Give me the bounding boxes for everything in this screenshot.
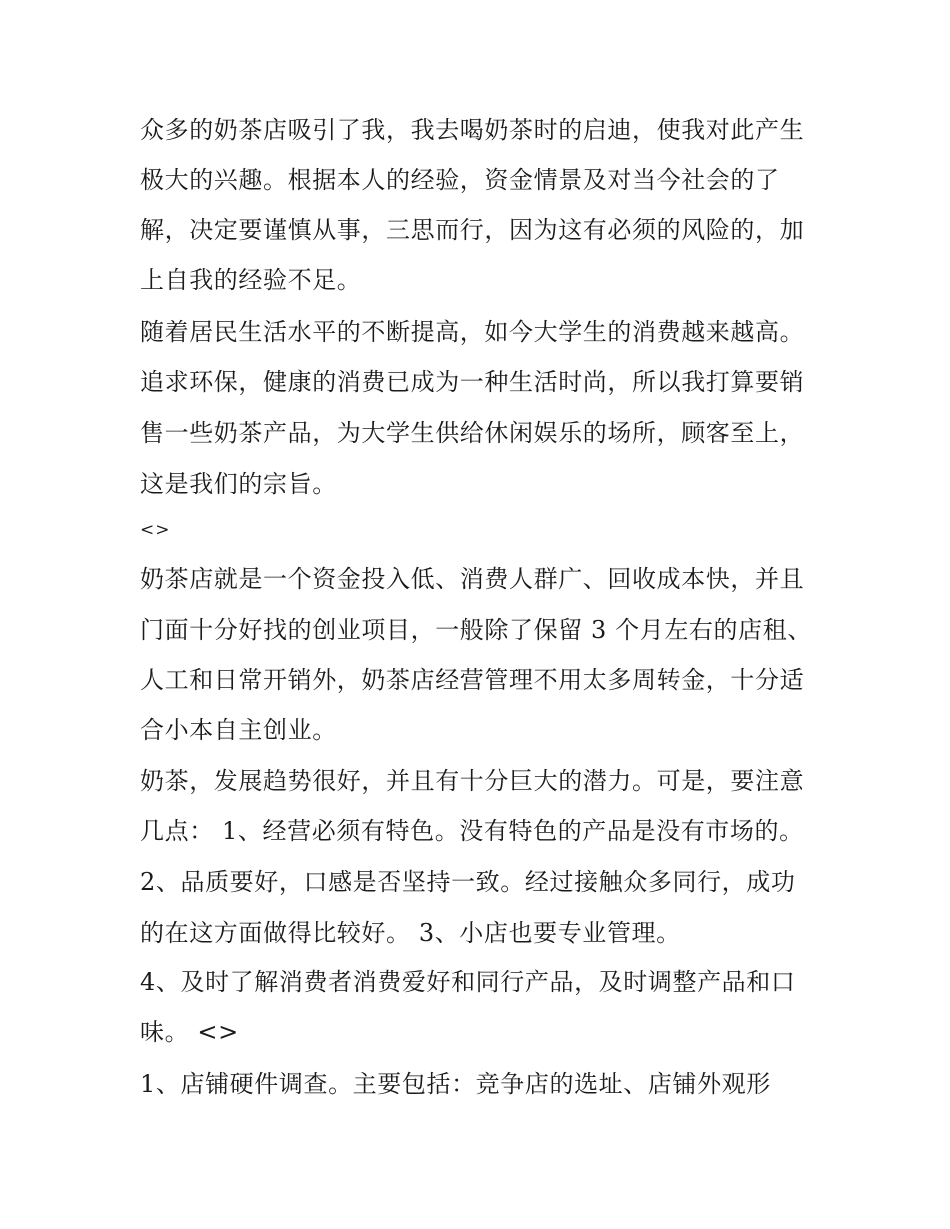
text-line: 门面十分好找的创业项目，一般除了保留 3 个月左右的店租、: [140, 616, 812, 644]
text-line: 的在这方面做得比较好。 3、小店也要专业管理。: [140, 919, 681, 947]
text-line: 人工和日常开销外，奶茶店经营管理不用太多周转金，十分适: [140, 666, 805, 694]
text-line: 随着居民生活水平的不断提高，如今大学生的消费越来越高。: [140, 318, 805, 346]
text-line: 上自我的经验不足。: [140, 266, 362, 294]
text-line: 几点： 1、经营必须有特色。没有特色的产品是没有市场的。: [140, 817, 804, 845]
text-line: 售一些奶茶产品，为大学生供给休闲娱乐的场所，顾客至上，: [140, 419, 805, 447]
text-line: 4、及时了解消费者消费爱好和同行产品，及时调整产品和口: [140, 968, 796, 996]
text-line: 合小本自主创业。: [140, 716, 337, 744]
text-line: 极大的兴趣。根据本人的经验，资金情景及对当今社会的了: [140, 166, 780, 194]
text-line: 众多的奶茶店吸引了我，我去喝奶茶时的启迪，使我对此产生: [140, 116, 805, 144]
text-line: 追求环保，健康的消费已成为一种生活时尚，所以我打算要销: [140, 368, 805, 396]
text-line: 2、品质要好，口感是否坚持一致。经过接触众多同行，成功: [140, 868, 796, 896]
text-line: 1、店铺硬件调查。主要包括：竞争店的选址、店铺外观形: [140, 1070, 771, 1098]
text-line: 解，决定要谨慎从事，三思而行，因为这有必须的风险的，加: [140, 216, 805, 244]
text-line: 奶茶店就是一个资金投入低、消费人群广、回收成本快，并且: [140, 565, 805, 593]
text-line: 这是我们的宗旨。: [140, 470, 337, 498]
text-line: 奶茶，发展趋势很好，并且有十分巨大的潜力。可是，要注意: [140, 767, 805, 795]
text-line: 味。 <>: [140, 1018, 239, 1046]
text-line-placeholder: <>: [140, 520, 171, 540]
